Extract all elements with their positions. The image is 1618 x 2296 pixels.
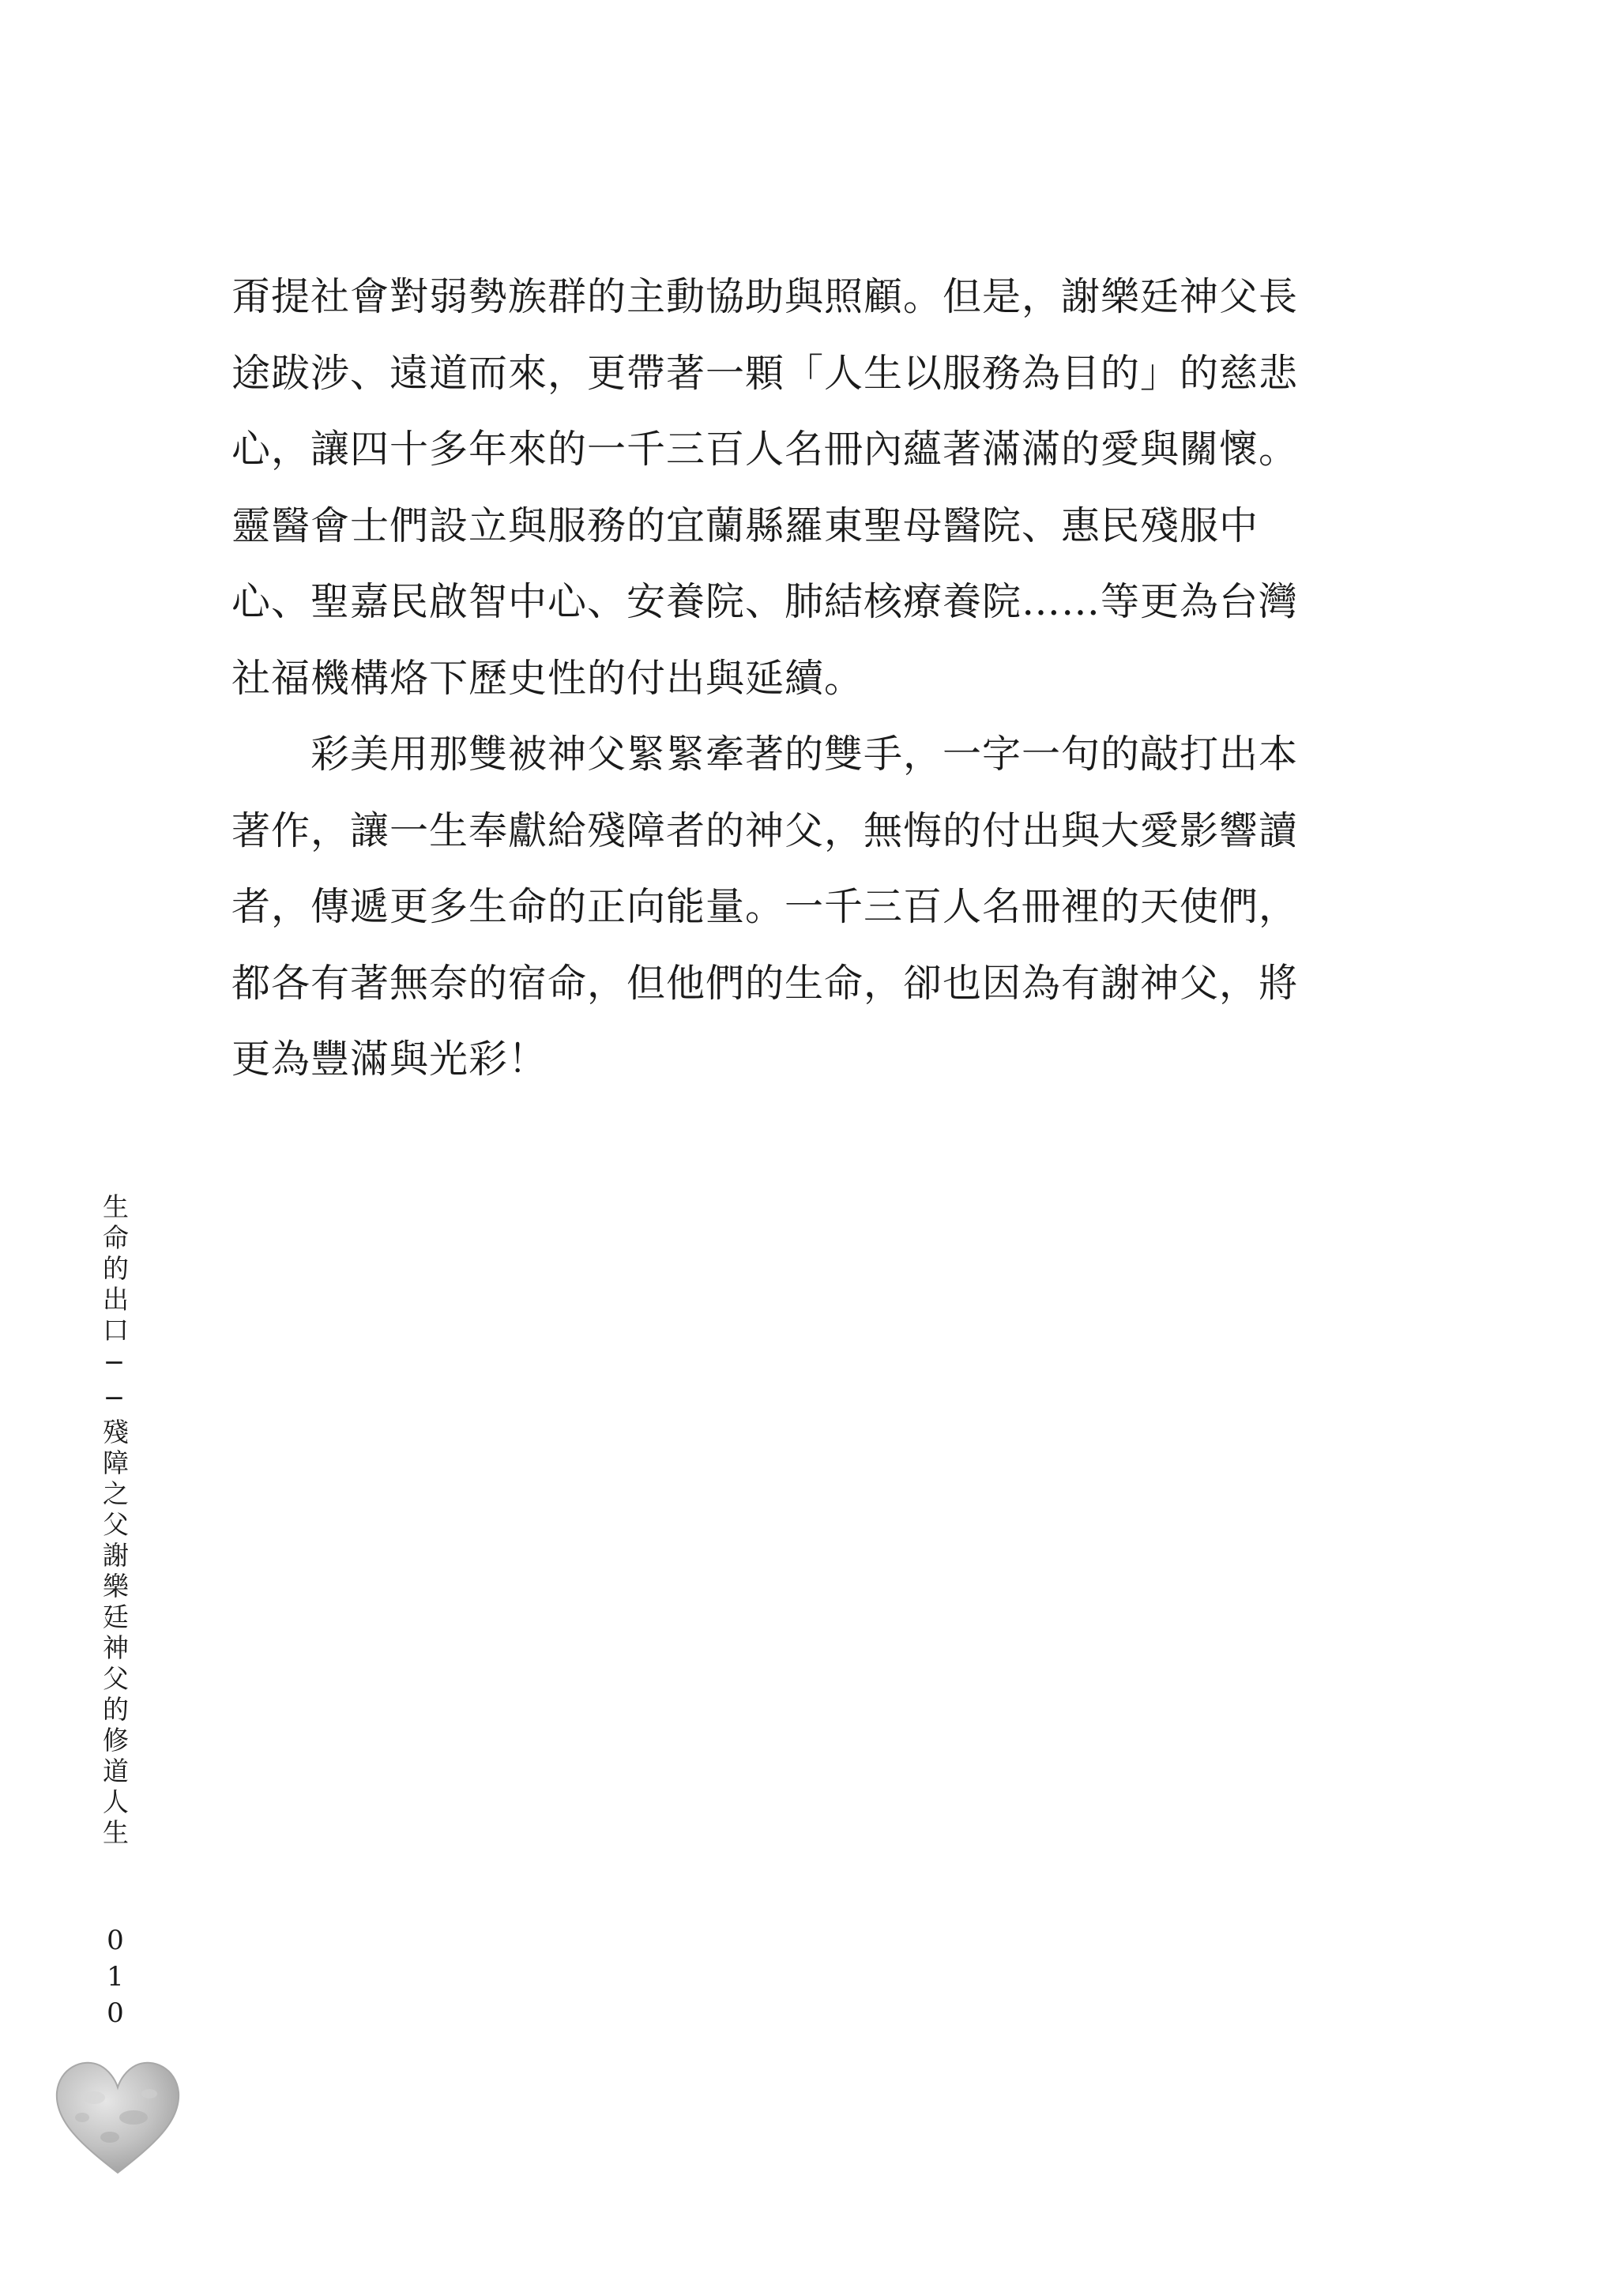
text-line: 心、聖嘉民啟智中心、安養院、肺結核療養院……等更為台灣: [231, 579, 1299, 624]
text-line: 靈醫會士們設立與服務的宜蘭縣羅東聖母醫院、惠民殘服中: [231, 502, 1259, 548]
heart-icon: [51, 2054, 185, 2181]
text-line: 社福機構烙下歷史性的付出與延續。: [231, 655, 864, 701]
text-line: 心，讓四十多年來的一千三百人名冊內蘊著滿滿的愛與關懷。: [231, 427, 1299, 472]
running-title: 生命的出口──殘障之父謝樂廷神父的修道人生: [99, 1193, 130, 1850]
text-line: 途跋涉、遠道而來，更帶著一顆「人生以服務為目的」的慈悲: [231, 350, 1299, 396]
text-line: 都各有著無奈的宿命，但他們的生命，卻也因為有謝神父，將: [231, 960, 1299, 1006]
text-line: 著作，讓一生奉獻給殘障者的神父，無悔的付出與大愛影響讀: [231, 807, 1299, 853]
text-line: 甭提社會對弱勢族群的主動協助與照顧。但是，謝樂廷神父長: [231, 274, 1299, 319]
text-line: 更為豐滿與光彩！: [231, 1037, 548, 1082]
text-line: 彩美用那雙被神父緊緊牽著的雙手，一字一句的敲打出本: [231, 732, 1299, 777]
body-text: [231, 259, 1353, 1098]
page-number: 010: [100, 1925, 131, 2034]
text-line: 者，傳遞更多生命的正向能量。一千三百人名冊裡的天使們，: [231, 884, 1299, 929]
